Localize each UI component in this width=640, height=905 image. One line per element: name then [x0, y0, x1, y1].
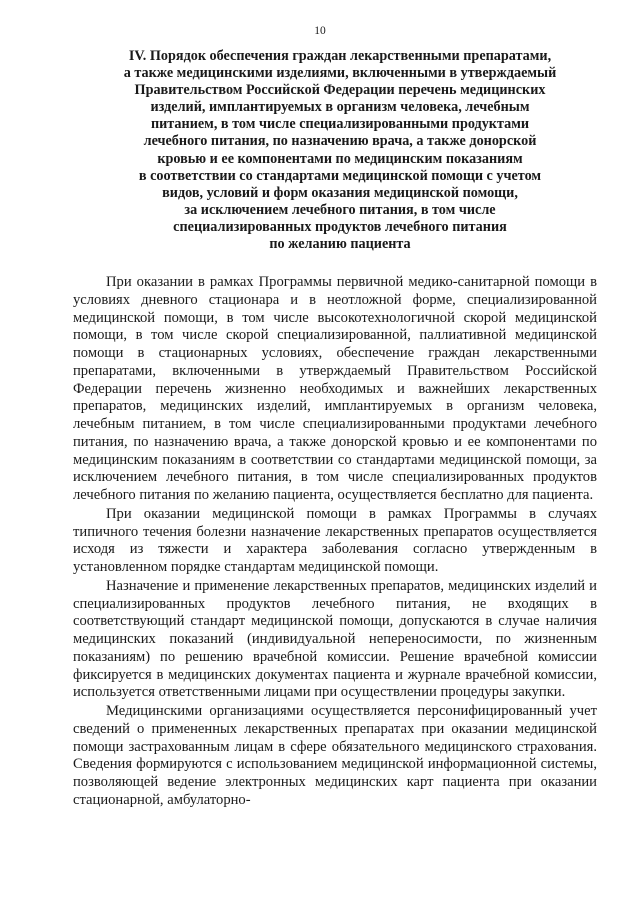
heading-line: кровью и ее компонентами по медицинским показаниям: [157, 150, 523, 167]
paragraph: Медицинскими организациями осуществляется персонифицированный учет сведений о примененных лекарственных препаратах при оказании медицинской помощи застрахованным лицам в сфере обязательного медицинского страхования. Сведения формируются с использованием медицинской информационной системы, позволяющей ведение электронных медицинских карт пациента при оказании стационарной, амбулаторно-: [73, 703, 597, 808]
paragraph: Назначение и применение лекарственных препаратов, медицинских изделий и специализированных продуктов лечебного питания, не входящих в соответствующий стандарт медицинской помощи, допускаются в случае наличия медицинских показаний (индивидуальной непереносимости, по жизненным показаниям) по решению врачебной комиссии. Решение врачебной комиссии фиксируется в медицинских документах пациента и журнале врачебной комиссии, используется ответственными лицами при осуществлении процедуры закупки.: [73, 577, 597, 701]
page-number: 10: [314, 25, 326, 37]
heading-line: Правительством Российской Федерации перечень медицинских: [134, 82, 546, 99]
paragraph: При оказании медицинской помощи в рамках Программы в случаях типичного течения болезни назначение лекарственных препаратов осуществляется исходя из тяжести и характера заболевания согласно утвержденным в установленном порядке стандартам медицинской помощи.: [73, 505, 597, 575]
heading-line: в соответствии со стандартами медицинской помощи с учетом: [138, 167, 542, 184]
heading-line: за исключением лечебного питания, в том числе: [184, 201, 496, 218]
heading-line: видов, условий и форм оказания медицинской помощи,: [162, 184, 518, 201]
heading-line: лечебного питания, по назначению врача, а также донорской: [143, 133, 537, 150]
section-heading: [80, 48, 600, 253]
heading-line: питанием, в том числе специализированными продуктами: [150, 116, 530, 133]
heading-line: специализированных продуктов лечебного питания: [173, 218, 507, 235]
heading-line: изделий, имплантируемых в организм человека, лечебным: [150, 99, 530, 116]
paragraph: При оказании в рамках Программы первичной медико-санитарной помощи в условиях дневного стационара и в неотложной форме, специализированной медицинской помощи, в том числе высокотехнологичной скорой медицинской помощи, в том числе скорой специализированной, паллиативной медицинской помощи в стационарных условиях, обеспечение граждан лекарственными препаратами, включенными в утверждаемый Правительством Российской Федерации перечень жизненно необходимых и важнейших лекарственных препаратов, медицинских изделий, имплантируемых в организм человека, лечебным питанием, в том числе специализированными продуктами лечебного питания, по назначению врача, а также донорской кровью и ее компонентами по медицинским показаниям в соответствии со стандартами медицинской помощи, за исключением лечебного питания, в том числе специализированных продуктов лечебного питания по желанию пациента, осуществляется бесплатно для пациента.: [73, 274, 597, 503]
body-text: [73, 274, 597, 810]
heading-line: а также медицинскими изделиями, включенными в утверждаемый: [123, 65, 557, 82]
heading-line: IV. Порядок обеспечения граждан лекарственными препаратами,: [128, 48, 552, 64]
heading-line: по желанию пациента: [269, 236, 411, 253]
